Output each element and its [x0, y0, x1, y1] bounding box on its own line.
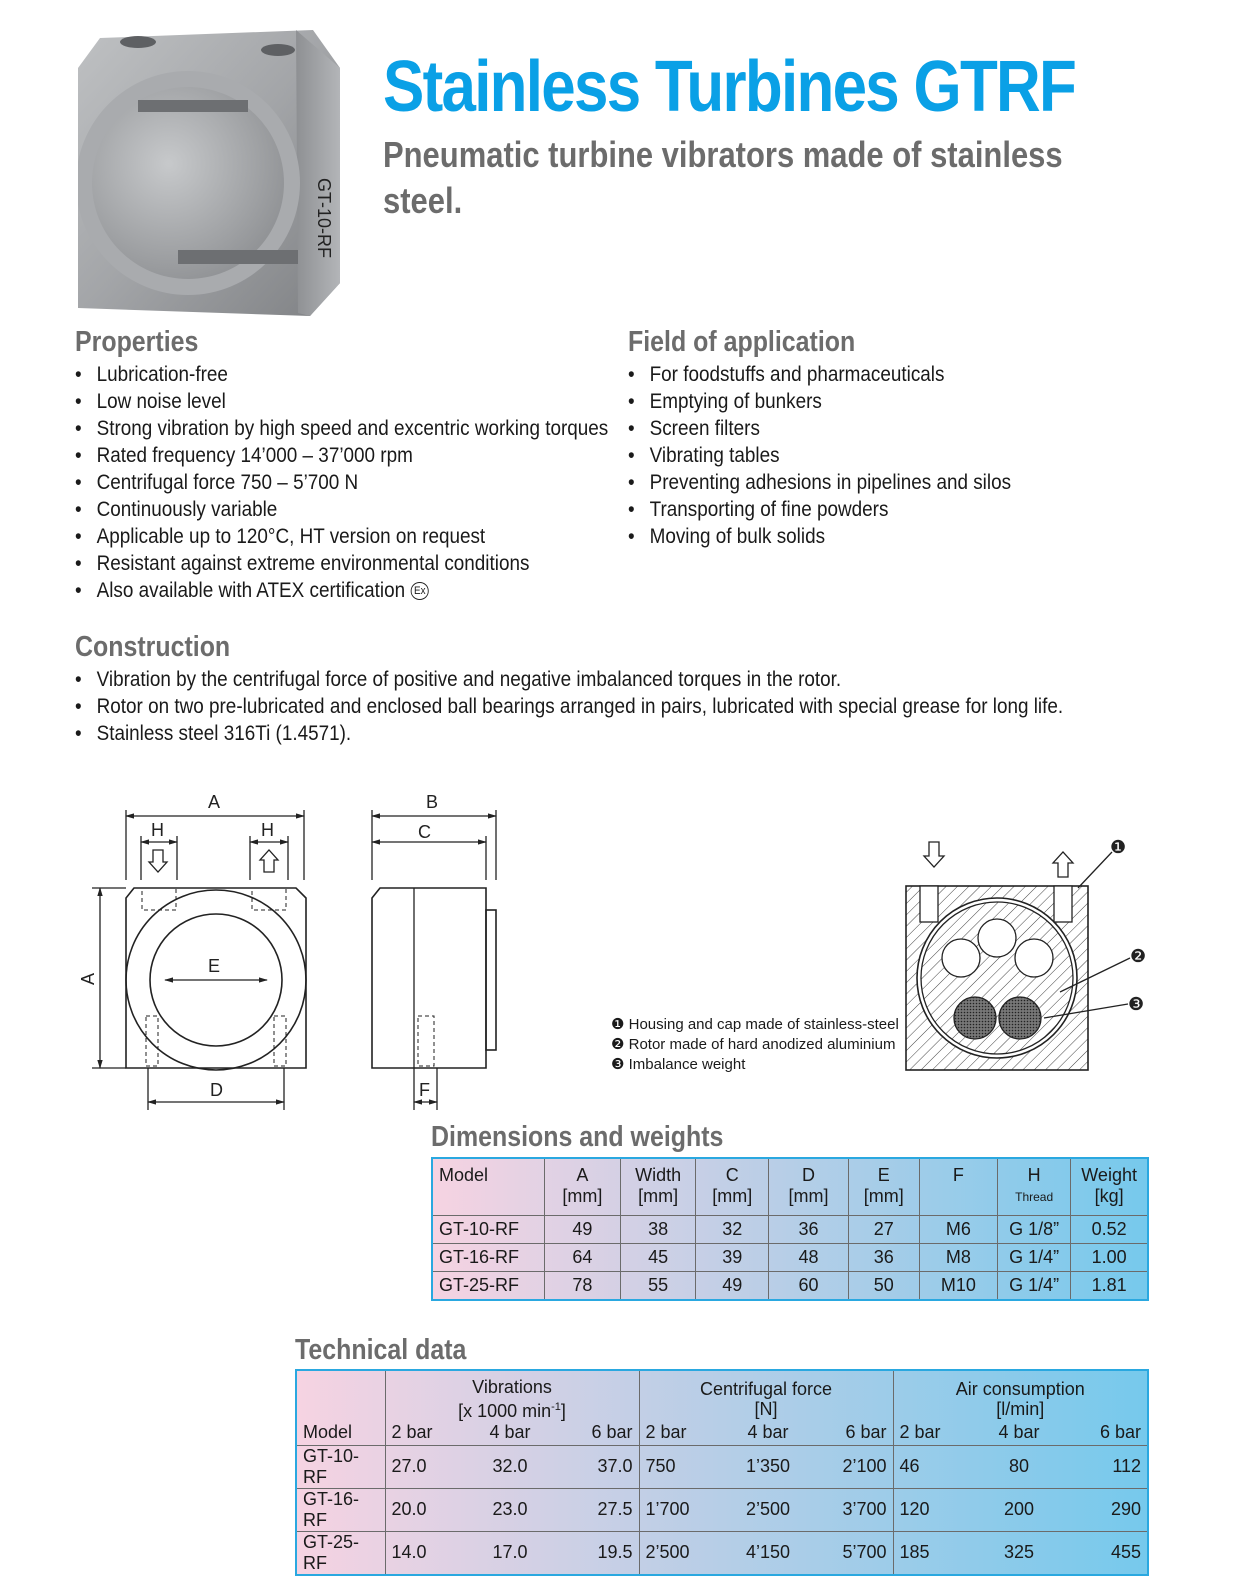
technical-table [297, 1371, 1147, 1574]
column-header: D [802, 1165, 816, 1185]
dim-b-label: B [426, 792, 439, 812]
table-row: GT-25-RF 14.0 17.0 19.5 2’500 4’150 5’700 185 325 455 [297, 1531, 1147, 1574]
column-header: Width [635, 1165, 682, 1185]
dim-f-label: F [419, 1080, 430, 1100]
dim-a-side-label: A [78, 972, 98, 985]
atex-icon: Ex [410, 582, 429, 600]
column-header: C [725, 1165, 739, 1185]
dimensions-table [433, 1159, 1147, 1299]
list-item: • Low noise level [75, 388, 608, 415]
list-item: • Rated frequency 14’000 – 37’000 rpm [75, 442, 608, 469]
column-header: H [1027, 1165, 1041, 1185]
list-item: • Stainless steel 316Ti (1.4571). [75, 720, 1063, 747]
column-group-header: Vibrations [x 1000 $\min^{-1}$] [385, 1371, 639, 1421]
list-item: • Centrifugal force 750 – 5’700 N [75, 469, 608, 496]
legend-item: ❶ Housing and cap made of stainless-steel [611, 1016, 899, 1033]
table-row: GT-16-RF 20.0 23.0 27.5 1’700 2’500 3’700 120 200 290 [297, 1488, 1147, 1531]
application-heading: Field of application [628, 326, 856, 358]
table-row: GT-16-RF 64 45 39 48 36 M8 G 1/4” 1.00 [433, 1243, 1147, 1271]
dim-a-label: A [208, 792, 221, 812]
properties-heading: Properties [75, 326, 199, 358]
drawing-legend [611, 1015, 899, 1075]
column-header: Model [439, 1165, 489, 1185]
page-subtitle: Pneumatic turbine vibrators made of stainless steel. [383, 134, 1063, 221]
column-header: A [576, 1165, 589, 1185]
list-item: • Vibrating tables [628, 442, 1011, 469]
construction-list [75, 666, 1173, 747]
table-row: GT-10-RF 49 38 32 36 27 M6 G 1/8” 0.52 [433, 1215, 1147, 1243]
product-engraving: GT-10-RF [314, 178, 334, 259]
callout-1: ❶ [1110, 837, 1127, 857]
column-header: Weight [1081, 1165, 1137, 1185]
list-item: • Lubrication-free [75, 361, 608, 388]
technical-table-wrapper [295, 1369, 1149, 1576]
list-item: • Applicable up to 120°C, HT version on request [75, 523, 608, 550]
list-item: • Moving of bulk solids [628, 523, 1011, 550]
construction-heading: Construction [75, 631, 231, 663]
table-subheader-row: 2 bar 4 bar 6 bar 2 bar 4 bar 6 bar 2 bar 4 bar 6 bar [297, 1421, 1147, 1445]
dim-h-label: H [151, 820, 164, 840]
list-item: • For foodstuffs and pharmaceuticals [628, 361, 1011, 388]
list-item: • Emptying of bunkers [628, 388, 1011, 415]
list-item: • Transporting of fine powders [628, 496, 1011, 523]
column-header: E [877, 1165, 890, 1185]
list-item [75, 577, 608, 604]
list-item-text: Also available with ATEX certification [96, 579, 406, 602]
list-item: • Resistant against extreme environmental conditions [75, 550, 608, 577]
list-item: • Screen filters [628, 415, 1011, 442]
column-group-header: Air consumption [l/min] [893, 1371, 1147, 1421]
table-row: GT-10-RF 27.0 32.0 37.0 750 1’350 2’100 46 80 112 [297, 1445, 1147, 1488]
dimensions-heading: Dimensions and weights [431, 1121, 724, 1153]
page-title: Stainless Turbines GTRF [383, 47, 1076, 127]
technical-heading: Technical data [295, 1334, 467, 1366]
dim-h-label: H [261, 820, 274, 840]
dimensions-table-wrapper [431, 1157, 1149, 1301]
list-item: • Vibration by the centrifugal force of positive and negative imbalanced torques in the rotor. [75, 666, 1063, 693]
properties-list [75, 361, 668, 604]
column-group-header: Centrifugal force [N] [639, 1371, 893, 1421]
callout-2: ❷ [1130, 946, 1147, 966]
table-header-row [297, 1371, 1147, 1421]
list-item: • Preventing adhesions in pipelines and silos [628, 469, 1011, 496]
dim-e-label: E [208, 956, 221, 976]
legend-item: ❷ Rotor made of hard anodized aluminium [611, 1036, 896, 1053]
list-item: • Rotor on two pre-lubricated and enclosed ball bearings arranged in pairs, lubricated with special grease for long life. [75, 693, 1063, 720]
legend-item: ❸ Imbalance weight [611, 1056, 746, 1073]
table-row: GT-25-RF 78 55 49 60 50 M10 G 1/4” 1.81 [433, 1271, 1147, 1299]
table-header-row: Model A [mm] Width [mm] C [mm] D [mm] E [mm] F H Thread Weight [kg] [433, 1159, 1147, 1215]
column-header: F [952, 1165, 964, 1185]
application-list [628, 361, 1054, 550]
dim-c-label: C [418, 822, 431, 842]
list-item: • Strong vibration by high speed and excentric working torques [75, 415, 608, 442]
list-item: • Continuously variable [75, 496, 608, 523]
product-photo [78, 28, 348, 320]
callout-3: ❸ [1128, 994, 1145, 1014]
column-header: Model [297, 1371, 385, 1445]
dim-d-label: D [210, 1080, 223, 1100]
